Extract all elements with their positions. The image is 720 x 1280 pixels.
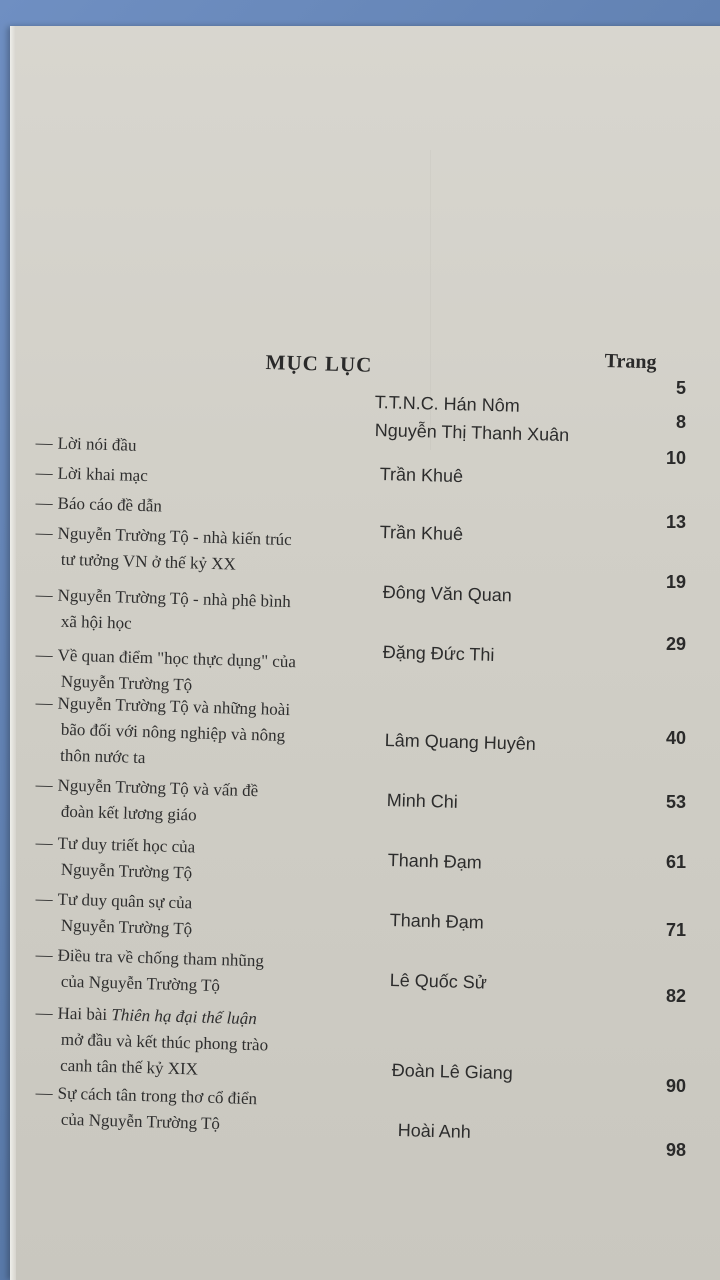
page-edge [10, 26, 16, 1280]
toc-entry-author: T.T.N.C. Hán Nôm [374, 392, 520, 416]
toc-entry-author: Trần Khuê [379, 464, 464, 487]
toc-entry-title: — Tư duy triết học của Nguyễn Trường Tộ [35, 832, 196, 883]
toc-entry-page: 19 [665, 572, 686, 592]
toc-entry-page: 5 [675, 378, 686, 398]
page-column-label: Trang [604, 350, 657, 374]
toc-entry-title: — Nguyễn Trường Tộ và những hoài bão đối với nông nghiệp và nông thôn nước ta [35, 692, 291, 768]
toc-entry-title: — Nguyễn Trường Tộ - nhà kiến trúc tư tưởng VN ở thế kỷ XX [35, 522, 292, 574]
toc-entry-author: Minh Chi [386, 790, 459, 812]
toc-entry-author: Lê Quốc Sử [389, 970, 488, 993]
toc-entry-page: 82 [665, 986, 686, 1006]
toc-entry-page: 90 [665, 1076, 686, 1096]
toc-entry-page: 29 [665, 634, 686, 654]
toc-entry-page: 98 [665, 1140, 686, 1160]
toc-entry-author: Đặng Đức Thi [382, 642, 495, 665]
toc-entry-page: 71 [665, 920, 686, 940]
toc-entry-author: Thanh Đạm [387, 850, 483, 873]
toc-entry-author: Nguyễn Thị Thanh Xuân [374, 420, 570, 446]
toc-entry-page: 40 [665, 728, 686, 748]
toc-entry-title: — Sự cách tân trong thơ cổ điển của Nguyễn Trường Tộ [35, 1082, 258, 1134]
toc-entry-author: Đoàn Lê Giang [391, 1060, 514, 1084]
toc-entry-title: — Điều tra về chống tham nhũng của Nguyễn Trường Tộ [35, 944, 265, 996]
toc-entry-page: 53 [665, 792, 686, 812]
toc-entry-page: 8 [675, 412, 686, 432]
toc-entry-title: — Lời khai mạc [35, 462, 149, 486]
toc-entry-title: — Hai bài Thiên hạ đại thế luận mở đầu và kết thúc phong trào canh tân thế kỷ XIX [35, 1002, 269, 1079]
toc-entry-author: Thanh Đạm [389, 910, 485, 933]
toc-entry-author: Trần Khuê [379, 522, 464, 545]
toc-entry-author: Lâm Quang Huyên [384, 730, 537, 754]
toc-entry-title: — Tư duy quân sự của Nguyễn Trường Tộ [35, 888, 193, 939]
toc-entry-title: — Nguyễn Trường Tộ - nhà phê bình xã hội học [35, 584, 292, 633]
toc-heading: MỤC LỤC [265, 350, 373, 377]
toc-entry-title: — Lời nói đầu [35, 432, 137, 455]
toc-entry-title: — Báo cáo đề dẫn [35, 492, 163, 516]
toc-entry-author: Hoài Anh [397, 1120, 472, 1142]
toc-entry-page: 13 [665, 512, 686, 532]
toc-entry-page: 61 [665, 852, 686, 872]
toc-entry-title: — Nguyễn Trường Tộ và vấn đề đoàn kết lương giáo [35, 774, 259, 825]
toc-entry-author: Đông Văn Quan [382, 582, 513, 606]
toc-entry-title: — Về quan điểm "học thực dụng" của Nguyễn Trường Tộ [35, 644, 297, 695]
toc-entry-page: 10 [665, 448, 686, 468]
